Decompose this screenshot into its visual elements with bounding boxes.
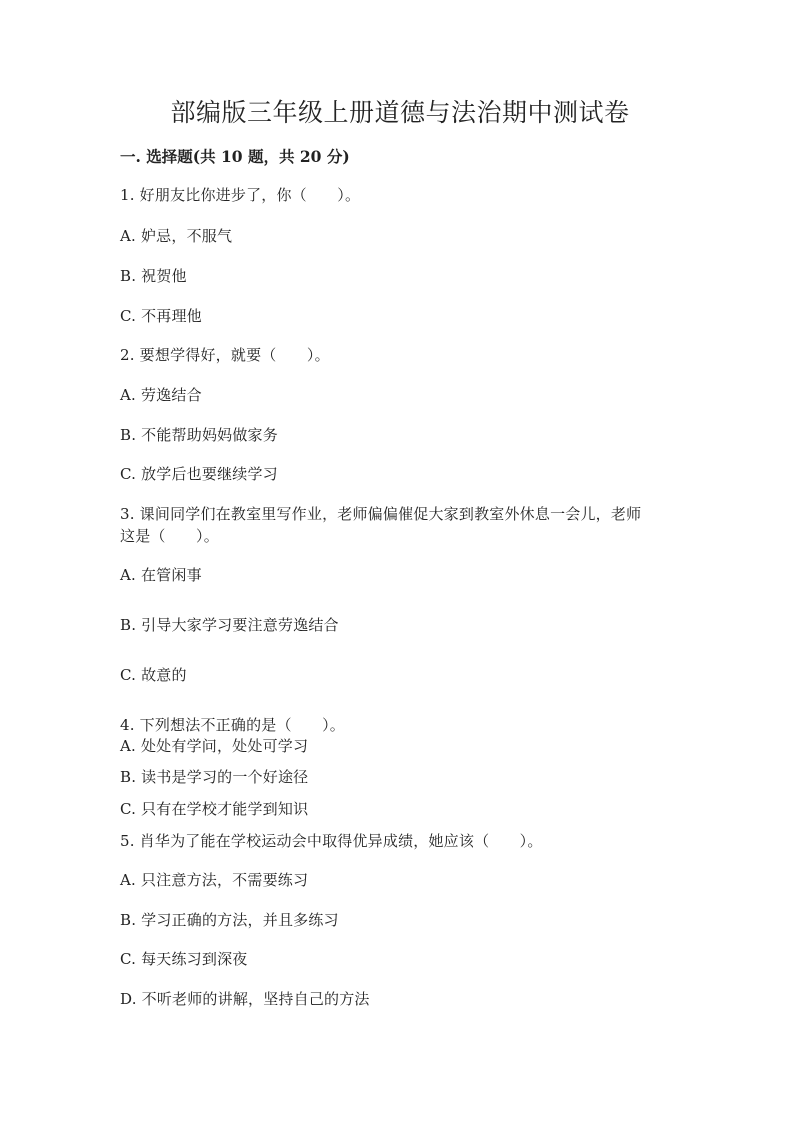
question-3-stem-line-2: 这是（ ）。 [120, 527, 219, 545]
question-1-option-c: C. 不再理他 [120, 307, 202, 325]
question-1-stem: 1. 好朋友比你进步了，你（ ）。 [120, 186, 361, 204]
question-1-option-a: A. 妒忌，不服气 [120, 227, 233, 245]
question-3-option-c: C. 故意的 [120, 666, 187, 684]
question-3-option-a: A. 在管闲事 [120, 566, 202, 584]
question-1-option-b: B. 祝贺他 [120, 267, 187, 285]
question-5-option-a: A. 只注意方法，不需要练习 [120, 871, 309, 889]
question-5-option-d: D. 不听老师的讲解，坚持自己的方法 [120, 990, 370, 1008]
question-2-option-c: C. 放学后也要继续学习 [120, 465, 278, 483]
question-3-option-b: B. 引导大家学习要注意劳逸结合 [120, 616, 339, 634]
question-5-stem: 5. 肖华为了能在学校运动会中取得优异成绩，她应该（ ）。 [120, 832, 543, 850]
question-3-stem-line-1: 3. 课间同学们在教室里写作业，老师偏偏催促大家到教室外休息一会儿，老师 [120, 505, 642, 523]
exam-title: 部编版三年级上册道德与法治期中测试卷 [170, 98, 630, 127]
question-2-stem: 2. 要想学得好，就要（ ）。 [120, 346, 330, 364]
question-4-stem: 4. 下列想法不正确的是（ ）。 [120, 716, 345, 734]
section-heading: 一. 选择题(共 10 题，共 20 分) [120, 147, 350, 166]
question-4-option-c: C. 只有在学校才能学到知识 [120, 800, 309, 818]
question-2-option-b: B. 不能帮助妈妈做家务 [120, 426, 278, 444]
question-5-option-c: C. 每天练习到深夜 [120, 950, 248, 968]
question-4-option-a: A. 处处有学问，处处可学习 [120, 737, 309, 755]
question-4-option-b: B. 读书是学习的一个好途径 [120, 768, 309, 786]
question-5-option-b: B. 学习正确的方法，并且多练习 [120, 911, 339, 929]
question-2-option-a: A. 劳逸结合 [120, 386, 202, 404]
